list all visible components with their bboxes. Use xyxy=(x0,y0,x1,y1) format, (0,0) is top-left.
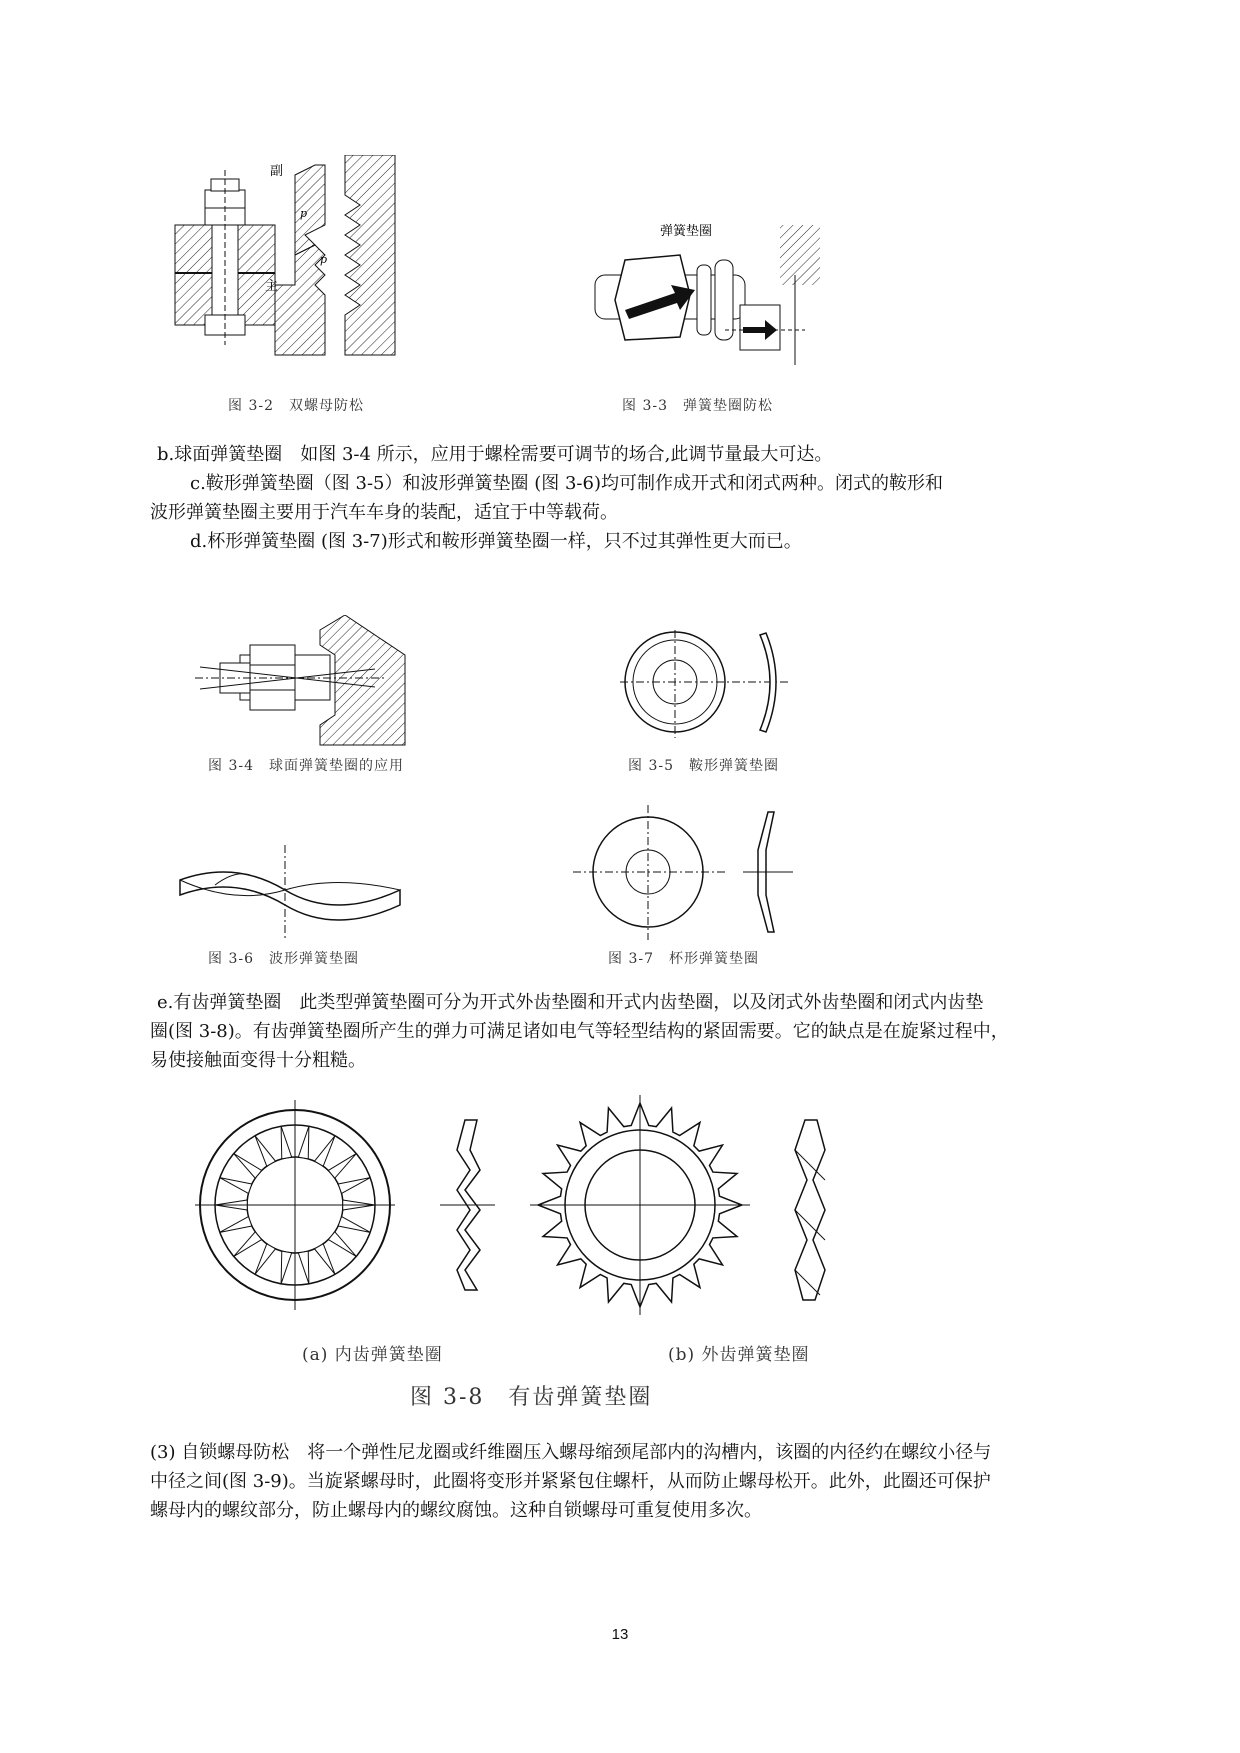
internal-tooth xyxy=(338,1217,370,1233)
caption-fig-3-7: 图 3-7 杯形弹簧垫圈 xyxy=(608,951,759,967)
internal-tooth xyxy=(298,1251,309,1284)
internal-tooth-washer xyxy=(195,1100,395,1310)
internal-tooth xyxy=(220,1217,252,1233)
internal-tooth xyxy=(281,1251,292,1284)
internal-tooth xyxy=(255,1136,275,1166)
paragraph-e-line3: 易使接触面变得十分粗糙。 xyxy=(150,1050,366,1071)
figure-3-3-spring-washer xyxy=(585,215,825,375)
figure-3-4-spherical-washer xyxy=(195,615,435,750)
internal-tooth xyxy=(234,1154,262,1179)
caption-fig-3-5: 图 3-5 鞍形弹簧垫圈 xyxy=(628,758,779,774)
figure-3-5-saddle-washer xyxy=(620,630,800,745)
figure-3-6-wave-washer xyxy=(175,845,410,940)
paragraph-c-line1: c.鞍形弹簧垫圈（图 3-5）和波形弹簧垫圈 (图 3-6)均可制作成开式和闭式两种。闭式的鞍形和 xyxy=(190,473,943,494)
figure-3-8-toothed-washers xyxy=(195,1090,885,1330)
figure-3-2-double-nut xyxy=(165,155,445,370)
label-secondary-nut: 副 xyxy=(270,164,284,179)
label-primary-nut: 主 xyxy=(265,279,279,294)
internal-tooth xyxy=(315,1136,335,1166)
internal-tooth xyxy=(234,1232,262,1257)
paragraph-c-line2: 波形弹簧垫圈主要用于汽车车身的装配，适宜于中等载荷。 xyxy=(150,502,618,523)
internal-tooth xyxy=(220,1178,252,1194)
caption-fig-3-8a: (a) 内齿弹簧垫圈 xyxy=(302,1345,443,1365)
paragraph-e-line2: 圈(图 3-8)。有齿弹簧垫圈所产生的弹力可满足诸如电气等轻型结构的紧固需要。它的缺点是在旋紧过程中， xyxy=(150,1021,1009,1042)
internal-tooth xyxy=(338,1178,370,1194)
label-pitch-1: p xyxy=(300,207,308,220)
internal-tooth xyxy=(255,1244,275,1274)
figure-3-7-cup-washer xyxy=(568,800,798,940)
caption-fig-3-8b: (b) 外齿弹簧垫圈 xyxy=(668,1345,810,1365)
paragraph-b: b.球面弹簧垫圈 如图 3-4 所示，应用于螺栓需要可调节的场合,此调节量最大可达。 xyxy=(157,444,833,465)
caption-fig-3-2: 图 3-2 双螺母防松 xyxy=(228,398,364,414)
internal-tooth xyxy=(328,1154,356,1179)
label-spring-washer: 弹簧垫圈 xyxy=(660,224,713,239)
caption-fig-3-8: 图 3-8 有齿弹簧垫圈 xyxy=(410,1385,653,1410)
caption-fig-3-3: 图 3-3 弹簧垫圈防松 xyxy=(622,398,773,414)
label-pitch-2: p xyxy=(320,253,328,266)
caption-fig-3-4: 图 3-4 球面弹簧垫圈的应用 xyxy=(208,758,404,774)
internal-tooth xyxy=(281,1126,292,1159)
paragraph-3-line3: 螺母内的螺纹部分，防止螺母内的螺纹腐蚀。这种自锁螺母可重复使用多次。 xyxy=(150,1500,762,1521)
external-tooth-side-view xyxy=(795,1120,825,1300)
internal-tooth xyxy=(328,1232,356,1257)
paragraph-e-line1: e.有齿弹簧垫圈 此类型弹簧垫圈可分为开式外齿垫圈和开式内齿垫圈，以及闭式外齿垫圈和闭式内齿垫 xyxy=(157,992,984,1013)
internal-tooth xyxy=(315,1244,335,1274)
paragraph-d: d.杯形弹簧垫圈 (图 3-7)形式和鞍形弹簧垫圈一样，只不过其弹性更大而已。 xyxy=(190,531,802,552)
paragraph-3-line1: (3) 自锁螺母防松 将一个弹性尼龙圈或纤维圈压入螺母缩颈尾部内的沟槽内，该圈的内径约在螺纹小径与 xyxy=(150,1442,992,1463)
caption-fig-3-6: 图 3-6 波形弹簧垫圈 xyxy=(208,951,359,967)
internal-tooth-side-view xyxy=(440,1120,495,1290)
page-number: 13 xyxy=(611,1626,629,1643)
paragraph-3-line2: 中径之间(图 3-9)。当旋紧螺母时，此圈将变形并紧紧包住螺杆，从而防止螺母松开。此外，此圈还可保护 xyxy=(150,1471,991,1492)
external-tooth-washer xyxy=(530,1095,750,1315)
internal-tooth xyxy=(298,1126,309,1159)
